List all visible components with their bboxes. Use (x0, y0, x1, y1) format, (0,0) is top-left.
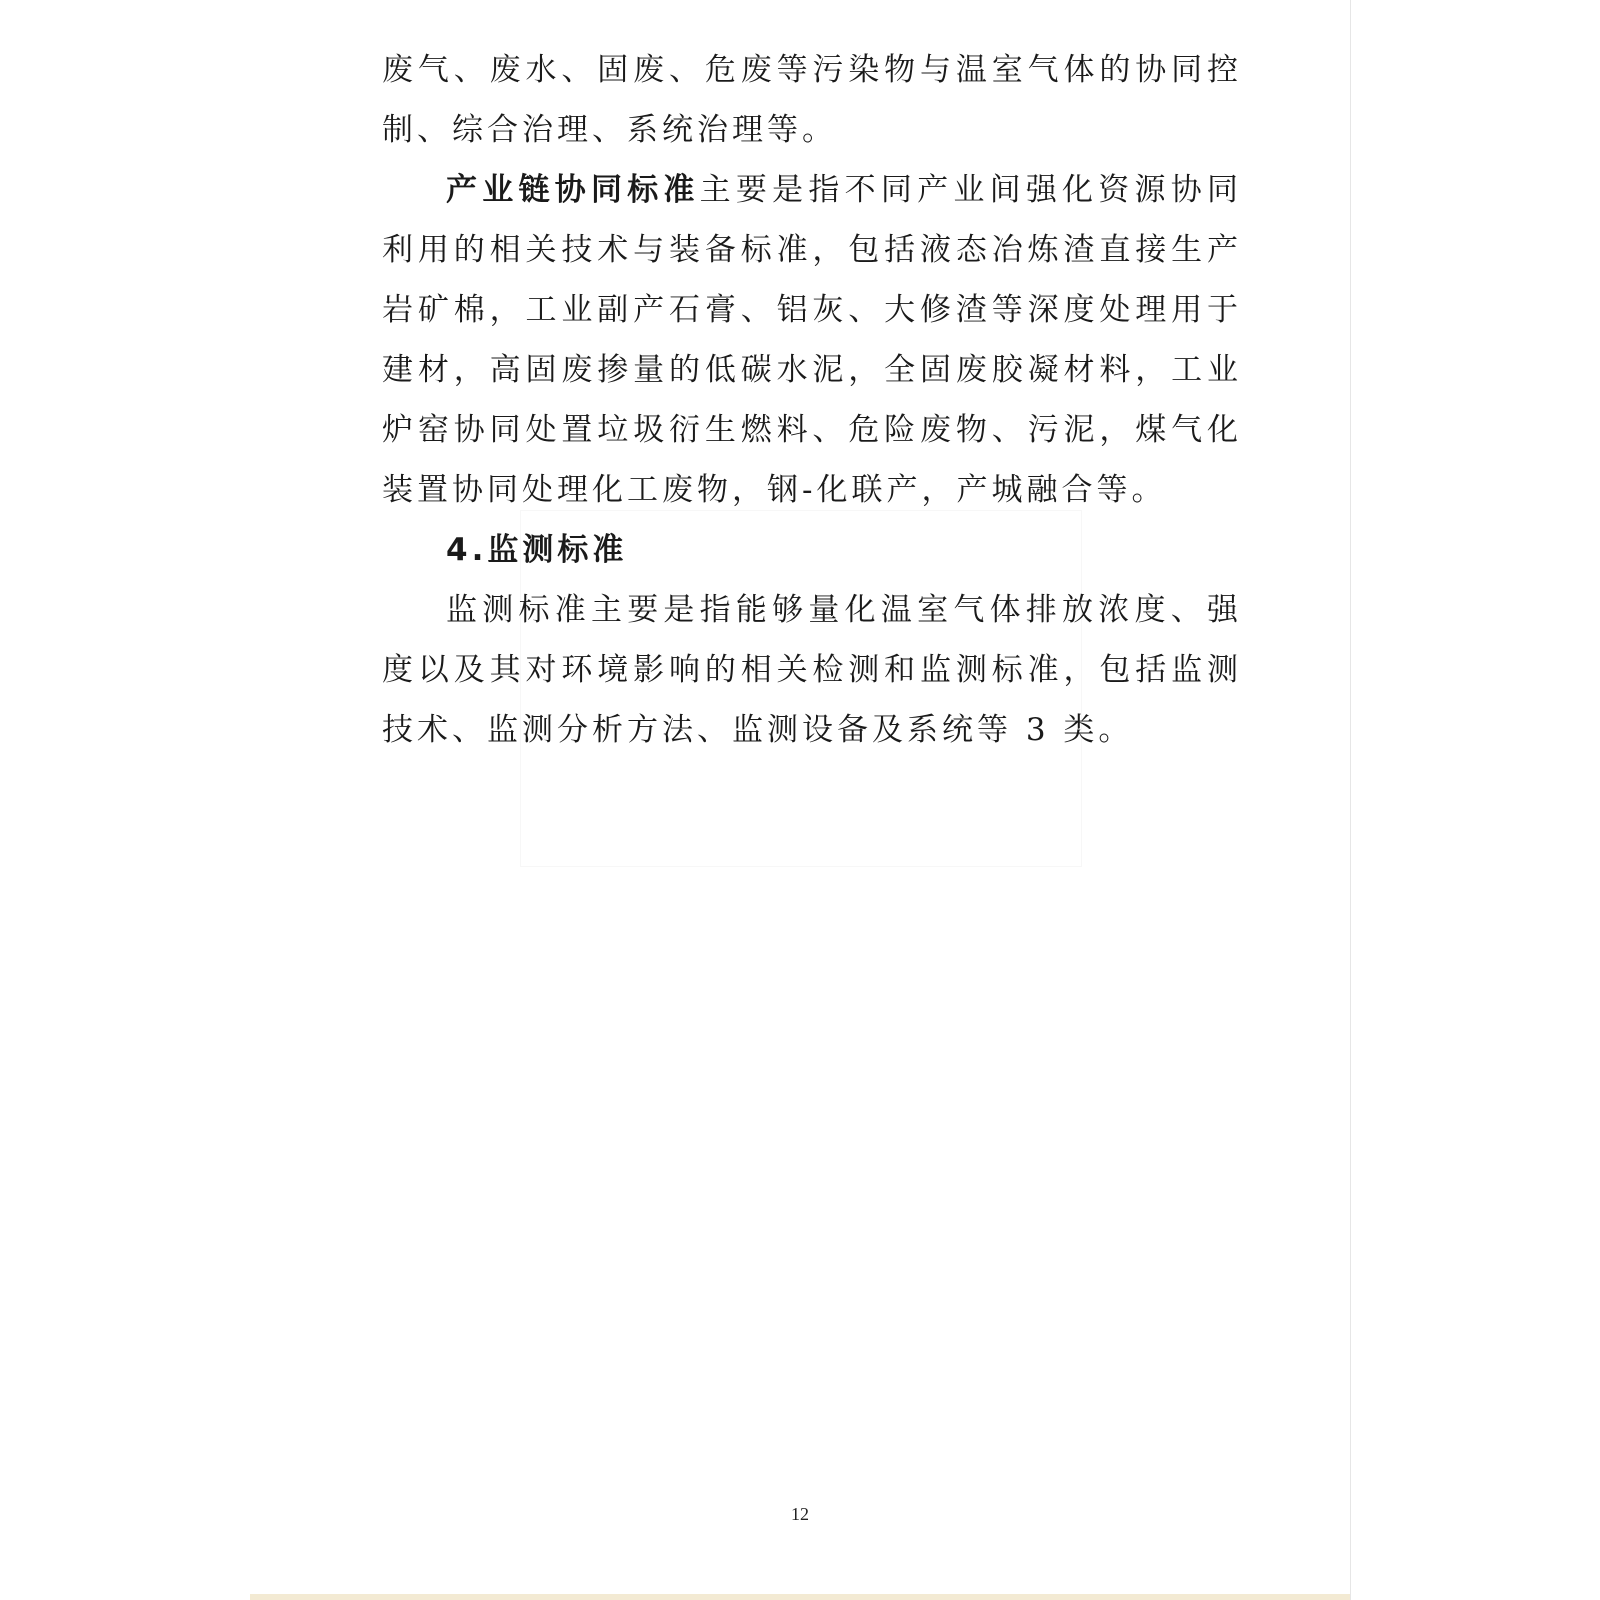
page-number: 12 (791, 1504, 809, 1524)
term-industry-chain-standard: 产业链协同标准 (446, 172, 700, 208)
scan-edge-strip (250, 1594, 1350, 1600)
paragraph-industry-chain-text: 主要是指不同产业间强化资源协同利用的相关技术与装备标准，包括液态冶炼渣直接生产岩矿棉，工业副产石膏、铝灰、大修渣等深度处理用于建材，高固废掺量的低碳水泥，全固废胶凝材料，工业炉窑协同处置垃圾衍生燃料、危险废物、污泥，煤气化装置协同处理化工废物，钢-化联产，产城融合等。 (382, 172, 1243, 508)
paragraph-industry-chain (382, 160, 1242, 520)
section-heading-monitoring: 4.监测标准 (446, 532, 628, 568)
document-body (382, 40, 1242, 760)
paragraph-monitoring: 监测标准主要是指能够量化温室气体排放浓度、强度以及其对环境影响的相关检测和监测标准，包括监测技术、监测分析方法、监测设备及系统等 3 类。 (382, 592, 1242, 748)
paragraph-continuation: 废气、废水、固废、危废等污染物与温室气体的协同控制、综合治理、系统治理等。 (382, 52, 1242, 148)
scan-margin (1350, 0, 1600, 1600)
